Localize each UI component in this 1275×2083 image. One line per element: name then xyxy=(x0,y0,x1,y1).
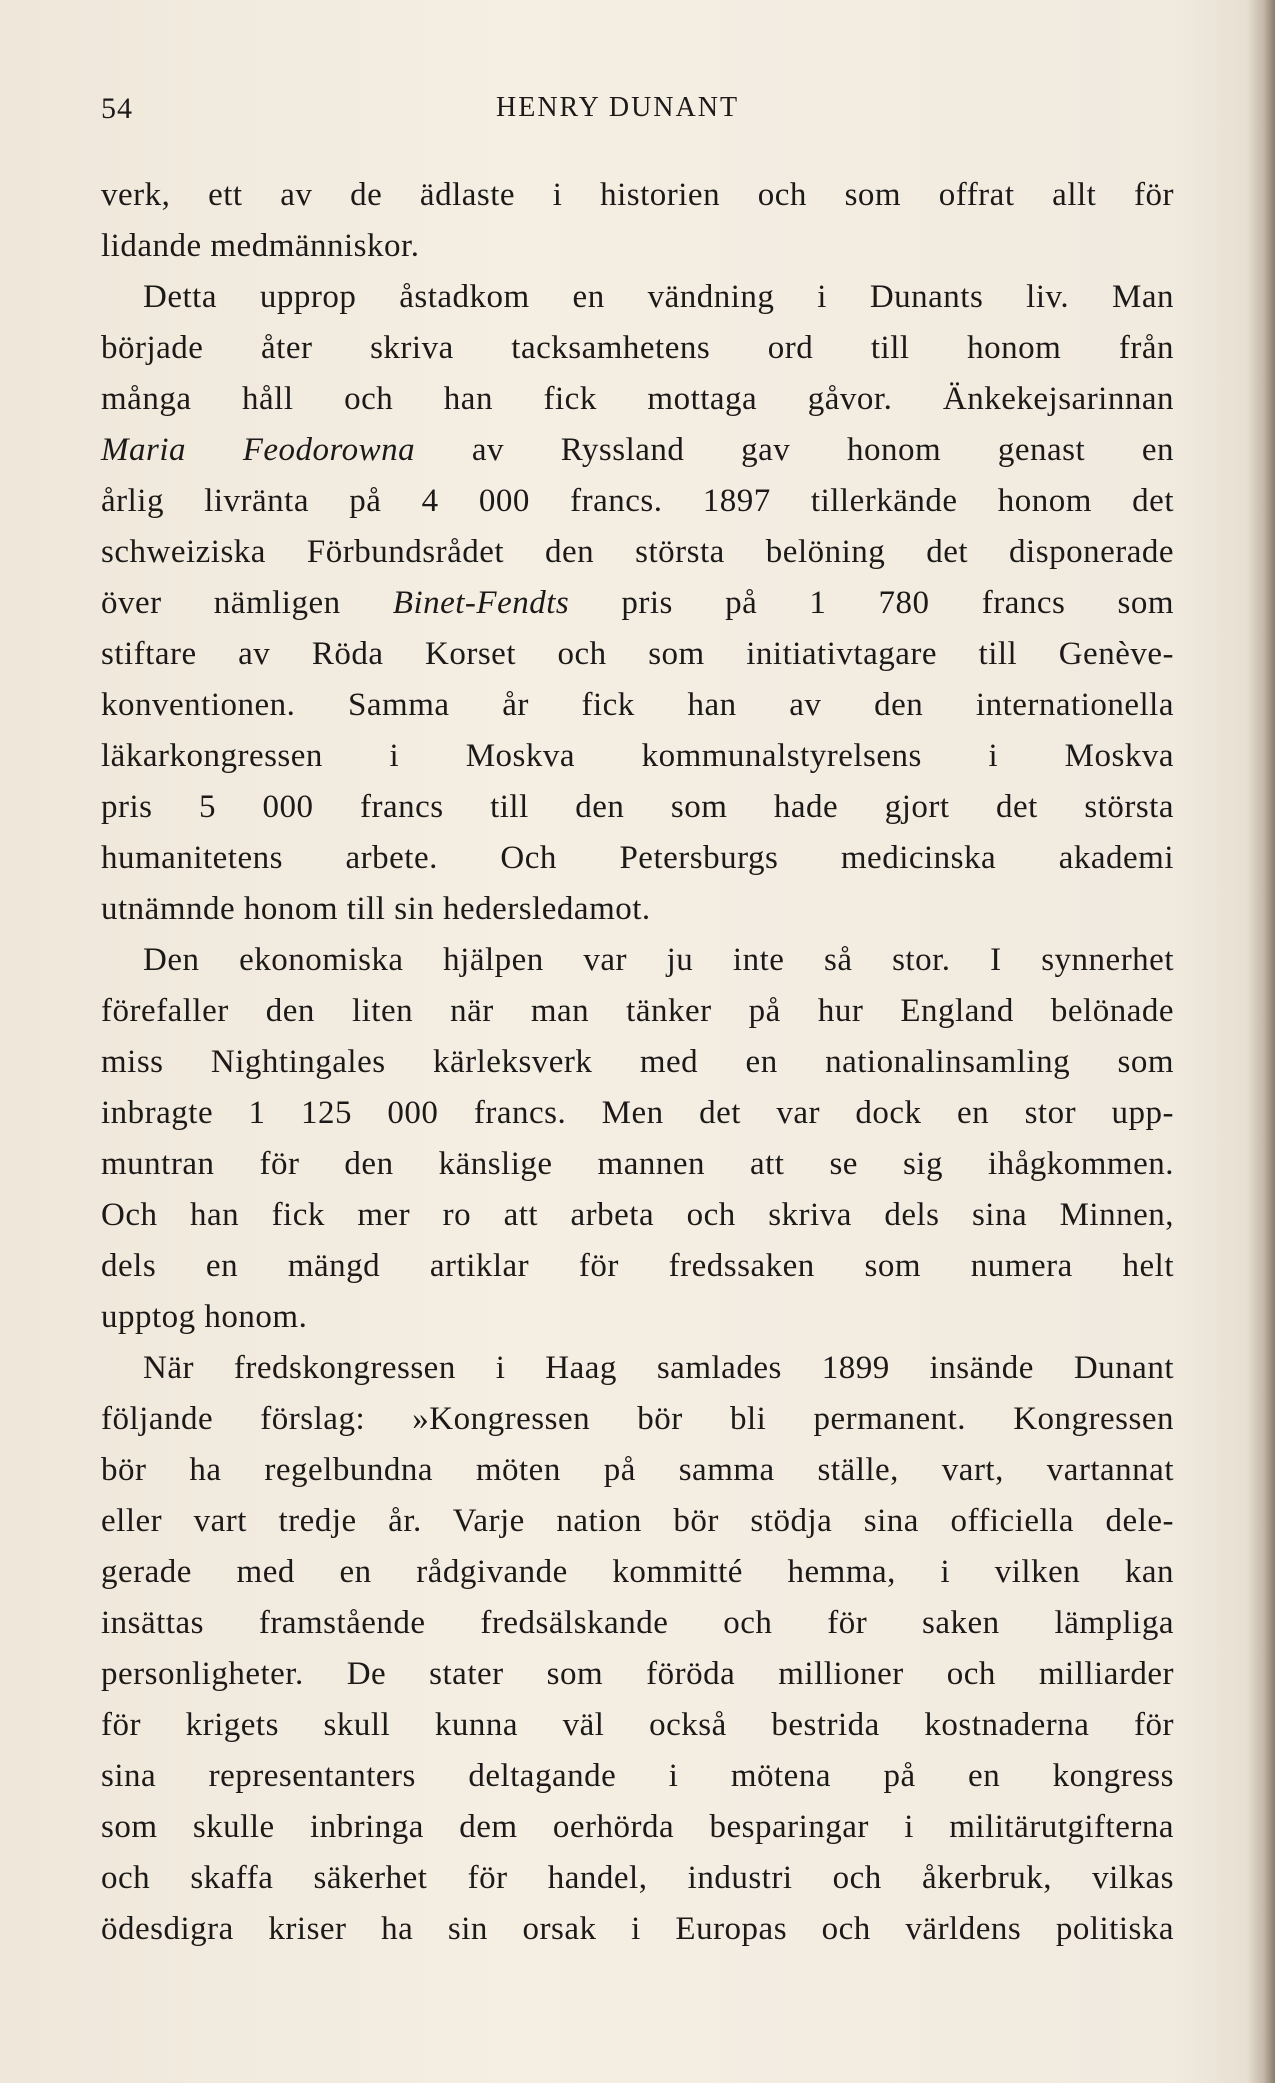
text-line: började åter skriva tacksamhetens ord till honom från xyxy=(101,330,1174,366)
text-line: många håll och han fick mottaga gåvor. Änkekejsarinnan xyxy=(101,381,1174,417)
text-line: schweiziska Förbundsrådet den största belöning det disponerade xyxy=(101,534,1174,570)
text-run: över nämligen xyxy=(101,585,393,621)
text-line: för krigets skull kunna väl också bestrida kostnaderna för xyxy=(101,1707,1174,1743)
text-line: som skulle inbringa dem oerhörda besparingar i militärutgifterna xyxy=(101,1809,1174,1845)
italic-name: Maria Feodorowna xyxy=(101,432,416,468)
text-line: Den ekonomiska hjälpen var ju inte så stor. I synnerhet xyxy=(143,942,1174,978)
page-number: 54 xyxy=(101,92,133,125)
text-line: Och han fick mer ro att arbeta och skriva dels sina Minnen, xyxy=(101,1197,1174,1233)
text-run: av Ryssland gav honom genast en xyxy=(415,432,1175,468)
text-line: årlig livränta på 4 000 francs. 1897 tillerkände honom det xyxy=(101,483,1174,519)
text-line: verk, ett av de ädlaste i historien och som offrat allt för xyxy=(101,177,1174,213)
italic-name: Binet-Fendts xyxy=(392,585,570,621)
text-line: När fredskongressen i Haag samlades 1899 insände Dunant xyxy=(143,1350,1174,1386)
text-line: sina representanters deltagande i mötena på en kongress xyxy=(101,1758,1174,1794)
text-line: muntran för den känslige mannen att se sig ihågkommen. xyxy=(101,1146,1174,1182)
text-line: dels en mängd artiklar för fredssaken som numera helt xyxy=(101,1248,1174,1284)
text-line xyxy=(101,425,1174,476)
text-line xyxy=(101,578,1174,629)
text-line: inbragte 1 125 000 francs. Men det var dock en stor upp- xyxy=(101,1095,1174,1131)
text-line: och skaffa säkerhet för handel, industri och åkerbruk, vilkas xyxy=(101,1860,1174,1896)
text-line: Detta upprop åstadkom en vändning i Dunants liv. Man xyxy=(143,279,1174,315)
text-line: insättas framstående fredsälskande och för saken lämpliga xyxy=(101,1605,1174,1641)
text-line: bör ha regelbundna möten på samma ställe, vart, vartannat xyxy=(101,1452,1174,1488)
page-edge-shadow xyxy=(1247,0,1275,2083)
text-line: pris 5 000 francs till den som hade gjort det största xyxy=(101,789,1174,825)
text-line: lidande medmänniskor. xyxy=(101,228,420,264)
text-line: eller vart tredje år. Varje nation bör stödja sina officiella dele- xyxy=(101,1503,1174,1539)
text-line: följande förslag: »Kongressen bör bli permanent. Kongressen xyxy=(101,1401,1174,1437)
text-line: läkarkongressen i Moskva kommunalstyrelsens i Moskva xyxy=(101,738,1174,774)
text-line: utnämnde honom till sin hedersledamot. xyxy=(101,891,651,927)
text-line: upptog honom. xyxy=(101,1299,308,1335)
text-line: förefaller den liten när man tänker på hur England belönade xyxy=(101,993,1174,1029)
text-line: personligheter. De stater som föröda millioner och milliarder xyxy=(101,1656,1174,1692)
text-line: gerade med en rådgivande kommitté hemma, i vilken kan xyxy=(101,1554,1174,1590)
running-head: HENRY DUNANT xyxy=(496,92,740,123)
page-header xyxy=(101,92,1174,132)
text-line: ödesdigra kriser ha sin orsak i Europas och världens politiska xyxy=(101,1911,1174,1947)
text-line: konventionen. Samma år fick han av den internationella xyxy=(101,687,1174,723)
text-run: pris på 1 780 francs som xyxy=(569,585,1175,621)
text-line: stiftare av Röda Korset och som initiativtagare till Genève- xyxy=(101,636,1174,672)
body-text xyxy=(101,170,1174,1955)
text-line: humanitetens arbete. Och Petersburgs medicinska akademi xyxy=(101,840,1174,876)
text-line: miss Nightingales kärleksverk med en nationalinsamling som xyxy=(101,1044,1174,1080)
